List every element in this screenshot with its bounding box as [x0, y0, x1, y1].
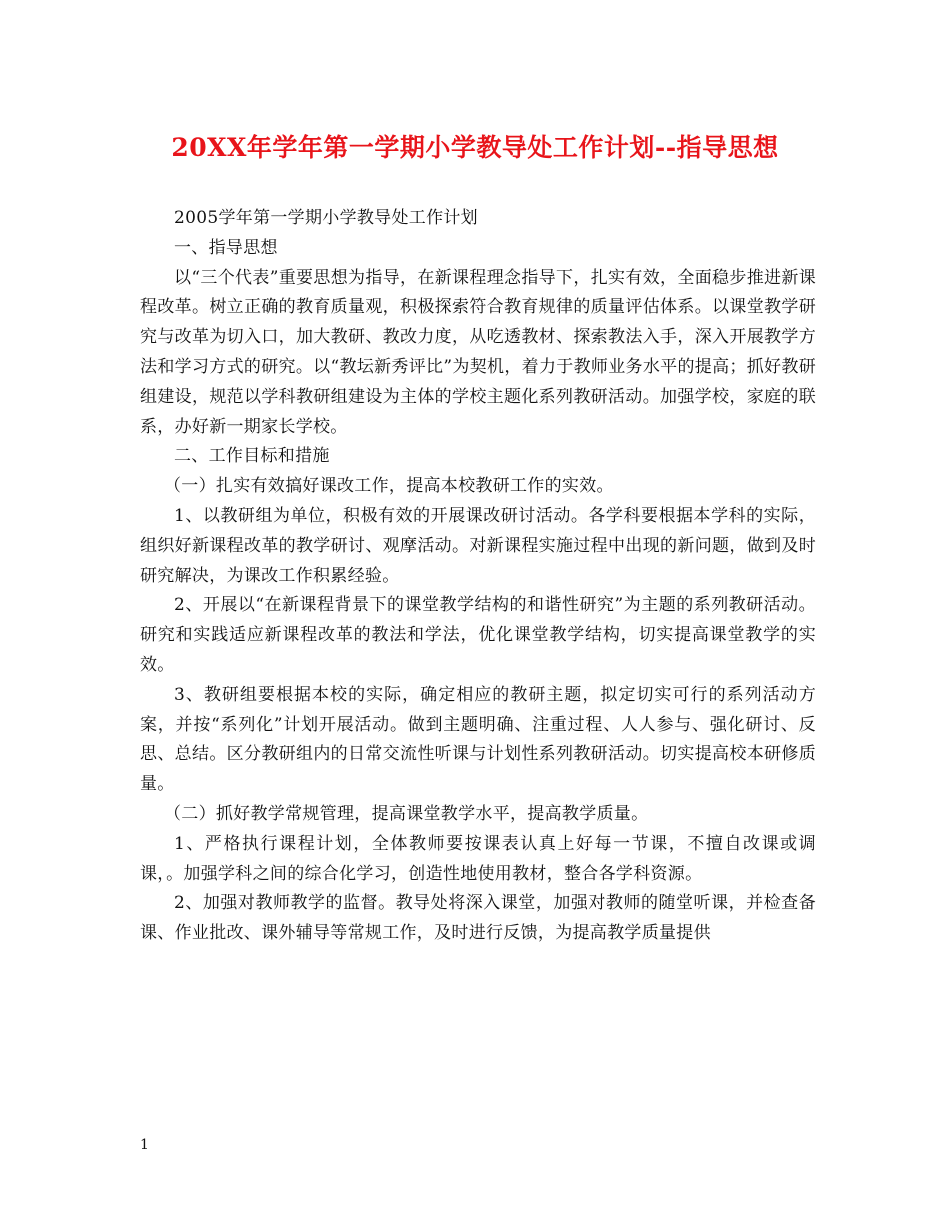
- section-heading-goals-measures: 二、工作目标和措施: [174, 446, 330, 467]
- plan-heading: 2005学年第一学期小学教导处工作计划: [174, 208, 478, 228]
- paragraph-item-1-3: 3、教研组要根据本校的实际，确定相应的教研主题，拟定切实可行的系列活动方案，并按“系列化”计划开展活动。做到主题明确、注重过程、人人参与、强化研讨、反思、总结。区分教研组内的日常交流性听课与计划性系列教研活动。切实提高校本研修质量。: [140, 684, 816, 795]
- subsection-heading-1: （一）扎实有效搞好课改工作，提高本校教研工作的实效。: [164, 476, 614, 497]
- document-body: [140, 204, 816, 949]
- page-number: 1: [140, 1137, 149, 1153]
- paragraph-item-2-2: 2、加强对教师教学的监督。教导处将深入课堂，加强对教师的随堂听课，并检查备课、作业批改、课外辅导等常规工作，及时进行反馈，为提高教学质量提供: [140, 893, 816, 944]
- paragraph-item-2-1: 1、严格执行课程计划，全体教师要按课表认真上好每一节课，不擅自改课或调课，。加强学科之间的综合化学习，创造性地使用教材，整合各学科资源。: [140, 833, 816, 884]
- subsection-heading-2: （二）抓好教学常规管理，提高课堂教学水平，提高教学质量。: [164, 803, 649, 824]
- paragraph-guiding-ideology: 以“三个代表”重要思想为指导，在新课程理念指导下，扎实有效，全面稳步推进新课程改革。树立正确的教育质量观，积极探索符合教育规律的质量评估体系。以课堂教学研究与改革为切入口，加大教研、教改力度，从吃透教材、探索教法入手，深入开展教学方法和学习方式的研究。以“教坛新秀评比”为契机，着力于教师业务水平的提高；抓好教研组建设，规范以学科教研组建设为主体的学校主题化系列教研活动。加强学校，家庭的联系，办好新一期家长学校。: [140, 267, 816, 437]
- paragraph-item-1-2: 2、开展以“在新课程背景下的课堂教学结构的和谐性研究”为主题的系列教研活动。研究和实践适应新课程改革的教法和学法，优化课堂教学结构，切实提高课堂教学的实效。: [140, 595, 816, 675]
- paragraph-item-1-1: 1、以教研组为单位，积极有效的开展课改研讨活动。各学科要根据本学科的实际，组织好新课程改革的教学研讨、观摩活动。对新课程实施过程中出现的新问题，做到及时研究解决，为课改工作积累经验。: [140, 505, 816, 586]
- section-heading-guiding-ideology: 一、指导思想: [174, 237, 278, 258]
- document-title: 20XX年学年第一学期小学教导处工作计划--指导思想: [171, 133, 779, 162]
